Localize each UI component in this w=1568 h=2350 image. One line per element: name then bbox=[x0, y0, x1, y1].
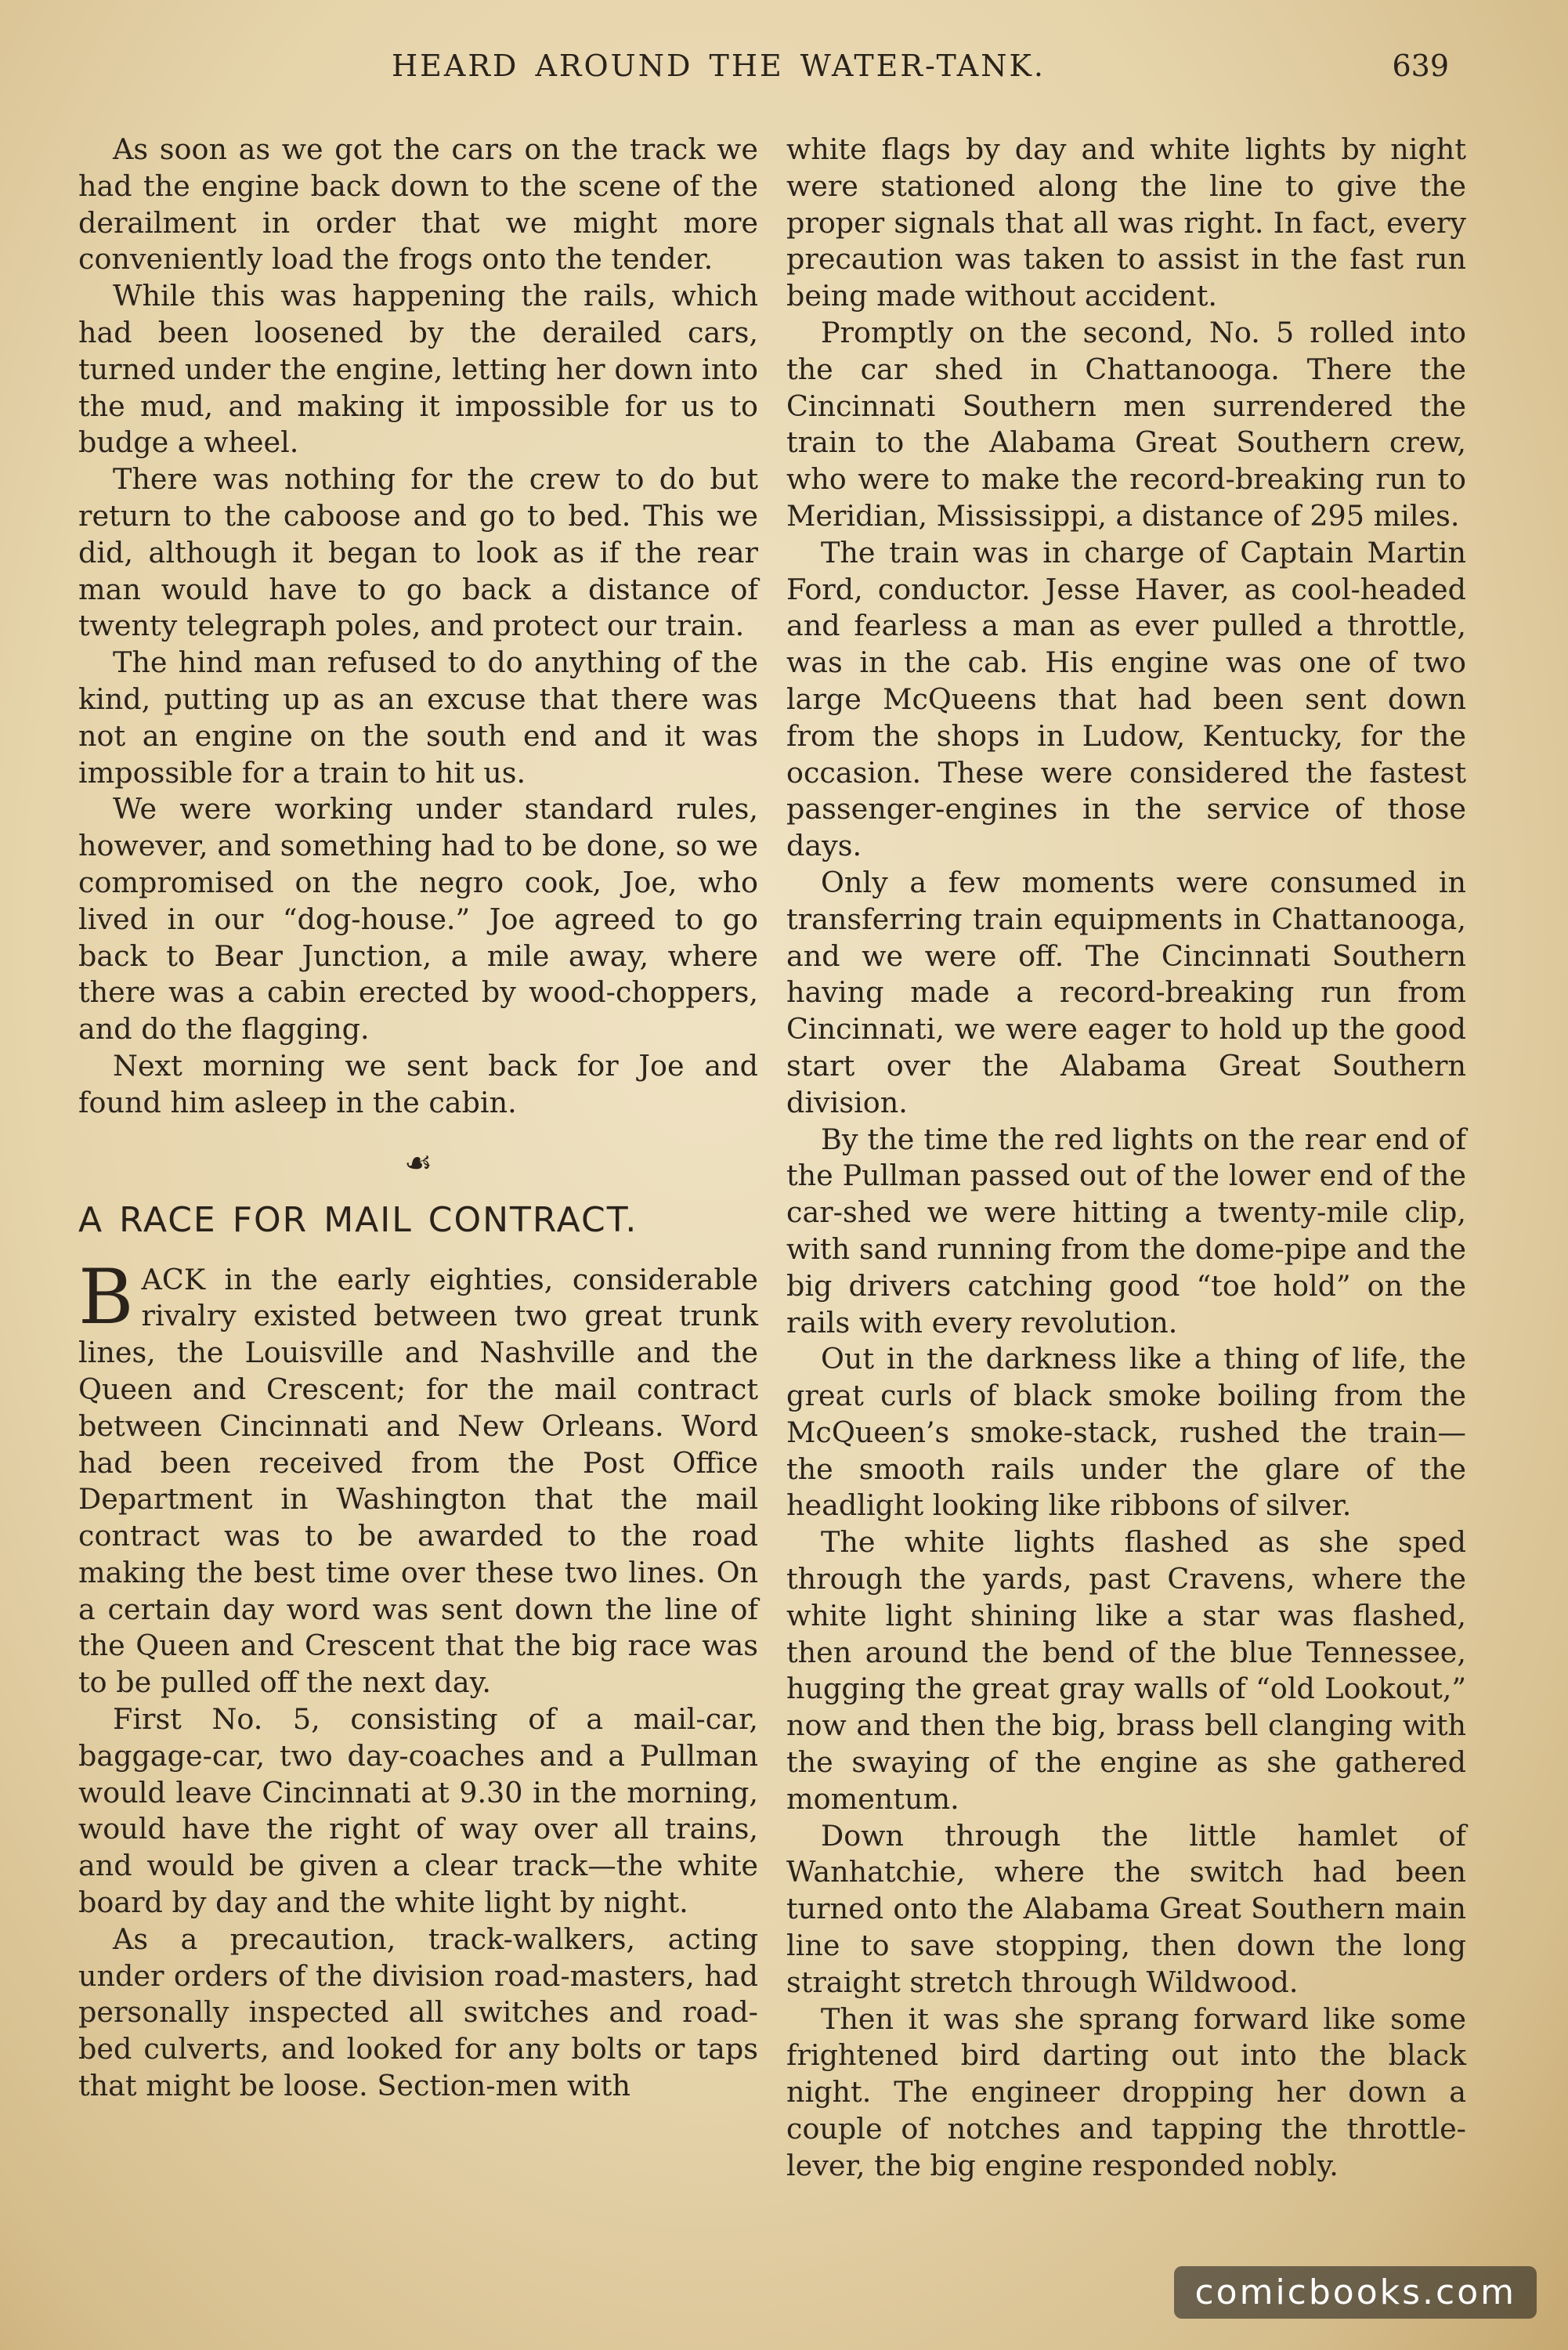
running-head: HEARD AROUND THE WATER-TANK. bbox=[392, 49, 1046, 83]
paragraph: While this was happening the rails, which had been loosened by the derailed cars, turned under the engine, letting her down into the mud, and making it impossible for us to budge a wheel. bbox=[78, 279, 758, 460]
paragraph: By the time the red lights on the rear end of the Pullman passed out of the lower end of the car-shed we were hitting a twenty-mile clip, with sand running from the dome-pipe and the big drivers catching good “toe hold” on the rails with every revolution. bbox=[786, 1122, 1466, 1340]
continued-paragraph: white flags by day and white lights by night were stationed along the line to give the proper signals that all was right. In fact, every precaution was taken to assist in the fast run being made without accident. bbox=[786, 132, 1466, 313]
paragraph: Out in the darkness like a thing of life, the great curls of black smoke boiling from the McQueen’s smoke-stack, rushed the train—the smooth rails under the glare of the headlight looking like ribbons of silver. bbox=[786, 1342, 1466, 1523]
paragraph: We were working under standard rules, however, and something had to be done, so we compromised on the negro cook, Joe, who lived in our “dog-house.” Joe agreed to go back to Bear Junction, a mile away, where there was a cabin erected by wood-choppers, and do the flagging. bbox=[78, 792, 758, 1047]
paragraph: Only a few moments were consumed in transferring train equipments in Chattanooga, and we were off. The Cincinnati Southern having made a record-breaking run from Cincinnati, we were eager to hold up the good start over the Alabama Great Southern division. bbox=[786, 865, 1466, 1119]
paragraph: First No. 5, consisting of a mail-car, baggage-car, two day-coaches and a Pullman would leave Cincinnati at 9.30 in the morning, would have the right of way over all trains, and would be given a clear track—the white board by day and the white light by night. bbox=[78, 1702, 758, 1920]
site-watermark: comicbooks.com bbox=[1174, 2266, 1537, 2319]
paragraph: The hind man refused to do anything of the kind, putting up as an excuse that there was not an engine on the south end and it was impossible for a train to hit us. bbox=[78, 645, 758, 790]
paragraph: Down through the little hamlet of Wanhatchie, where the switch had been turned onto the Alabama Great Southern main line to save stopping, then down the long straight stretch through Wildwood. bbox=[786, 1818, 1466, 1999]
paragraph: Next morning we sent back for Joe and found him asleep in the cabin. bbox=[78, 1048, 758, 1119]
leaf-ornament-icon: ☙ bbox=[404, 1144, 432, 1181]
drop-cap: B bbox=[78, 1253, 134, 1341]
section-title: A RACE FOR MAIL CONTRACT. bbox=[78, 1199, 638, 1240]
page-number: 639 bbox=[1392, 49, 1449, 83]
paragraph: The train was in charge of Captain Martin Ford, conductor. Jesse Haver, as cool-headed and fearless a man as ever pulled a throttle, was in the cab. His engine was one of two large McQueens that had been sent down from the shops in Ludow, Kentucky, for the occasion. These were considered the fastest passenger-engines in the service of those days. bbox=[786, 535, 1466, 863]
paragraph: As a precaution, track-walkers, acting under orders of the division road-masters, had personally inspected all switches and road-bed culverts, and looked for any bolts or taps that might be loose. Section-men with bbox=[78, 1922, 758, 2103]
paragraph: Then it was she sprang forward like some frightened bird darting out into the black night. The engineer dropping her down a couple of notches and tapping the throttle-lever, the big engine responded nobly. bbox=[786, 2001, 1466, 2182]
right-column bbox=[786, 132, 1466, 2185]
left-column bbox=[78, 132, 758, 2105]
paragraph: The white lights flashed as she sped through the yards, past Cravens, where the white light shining like a star was flashed, then around the bend of the blue Tennessee, hugging the great gray walls of “old Lookout,” now and then the big, brass bell clanging with the swaying of the engine as she gathered momentum. bbox=[786, 1525, 1466, 1816]
paragraph: As soon as we got the cars on the track we had the engine back down to the scene of the derailment in order that we might more conveniently load the frogs onto the tender. bbox=[78, 132, 758, 277]
paragraph: Promptly on the second, No. 5 rolled into the car shed in Chattanooga. There the Cincinnati Southern men surrendered the train to the Alabama Great Southern crew, who were to make the record-breaking run to Meridian, Mississippi, a distance of 295 miles. bbox=[786, 315, 1466, 533]
lead-paragraph bbox=[78, 1253, 758, 1702]
paragraph: There was nothing for the crew to do but return to the caboose and go to bed. This we did, although it began to look as if the rear man would have to go back a distance of twenty telegraph poles, and protect our train. bbox=[78, 462, 758, 643]
lead-text: ACK in the early eighties, considerable rivalry existed between two great trunk lines, the Louisville and Nashville and the Queen and Crescent; for the mail contract between Cincinnati and New Orleans. Word had been received from the Post Office Department in Washington that the mail contract was to be awarded to the road making the best time over these two lines. On a certain day word was sent down the line of the Queen and Crescent that the big race was to be pulled off the next day. bbox=[78, 1262, 758, 1700]
